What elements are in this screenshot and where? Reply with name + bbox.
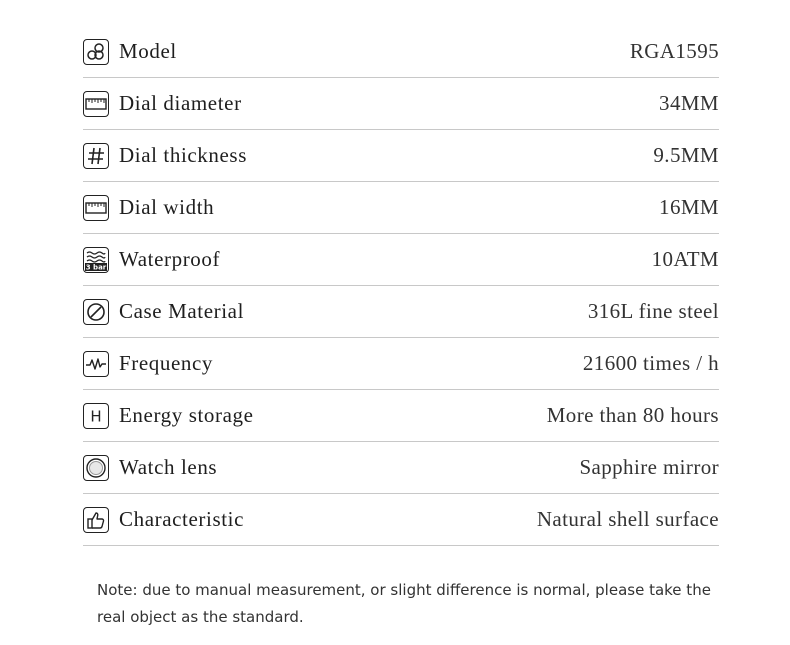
pulse-icon bbox=[83, 351, 109, 377]
spec-label: Case Material bbox=[119, 299, 245, 323]
spec-label: Dial thickness bbox=[119, 143, 247, 167]
spec-label: Waterproof bbox=[119, 247, 221, 271]
spec-row-waterproof bbox=[83, 234, 719, 286]
h-letter-icon-text: H bbox=[90, 407, 102, 425]
spec-label: Frequency bbox=[119, 351, 214, 375]
spec-label: Characteristic bbox=[119, 507, 245, 531]
spec-row-characteristic bbox=[83, 494, 719, 546]
h-letter-icon bbox=[83, 403, 109, 429]
spec-label: Model bbox=[119, 39, 177, 63]
spec-value: Natural shell surface bbox=[536, 507, 719, 531]
spec-row-dial-diameter bbox=[83, 78, 719, 130]
spec-value: 21600 times / h bbox=[582, 351, 719, 375]
spec-row-frequency bbox=[83, 338, 719, 390]
spec-value: 9.5MM bbox=[653, 143, 719, 167]
waterproof-icon bbox=[83, 247, 109, 273]
spec-row-case-material bbox=[83, 286, 719, 338]
spec-label: Energy storage bbox=[119, 403, 254, 427]
dial-shape-icon bbox=[83, 39, 109, 65]
spec-table bbox=[83, 26, 719, 546]
thumbs-up-icon bbox=[83, 507, 109, 533]
spec-value: Sapphire mirror bbox=[579, 455, 719, 479]
lens-icon bbox=[83, 455, 109, 481]
spec-value: 10ATM bbox=[651, 247, 719, 271]
spec-row-dial-thickness bbox=[83, 130, 719, 182]
spec-label: Dial diameter bbox=[119, 91, 242, 115]
material-circle-icon bbox=[83, 299, 109, 325]
spec-label: Watch lens bbox=[119, 455, 218, 479]
spec-value: 16MM bbox=[659, 195, 719, 219]
ruler-icon bbox=[83, 195, 109, 221]
spec-row-model bbox=[83, 26, 719, 78]
spec-row-watch-lens bbox=[83, 442, 719, 494]
spec-value: 34MM bbox=[659, 91, 719, 115]
waterproof-icon-text: 3 bar bbox=[85, 263, 107, 271]
spec-value: RGA1595 bbox=[629, 39, 719, 63]
spec-value: More than 80 hours bbox=[546, 403, 719, 427]
measurement-note: Note: due to manual measurement, or slight difference is normal, please take the real object as the standard. bbox=[97, 581, 711, 626]
spec-label: Dial width bbox=[119, 195, 215, 219]
ruler-icon bbox=[83, 91, 109, 117]
spec-value: 316L fine steel bbox=[587, 299, 719, 323]
spec-row-dial-width bbox=[83, 182, 719, 234]
hash-icon bbox=[83, 143, 109, 169]
spec-row-energy-storage bbox=[83, 390, 719, 442]
